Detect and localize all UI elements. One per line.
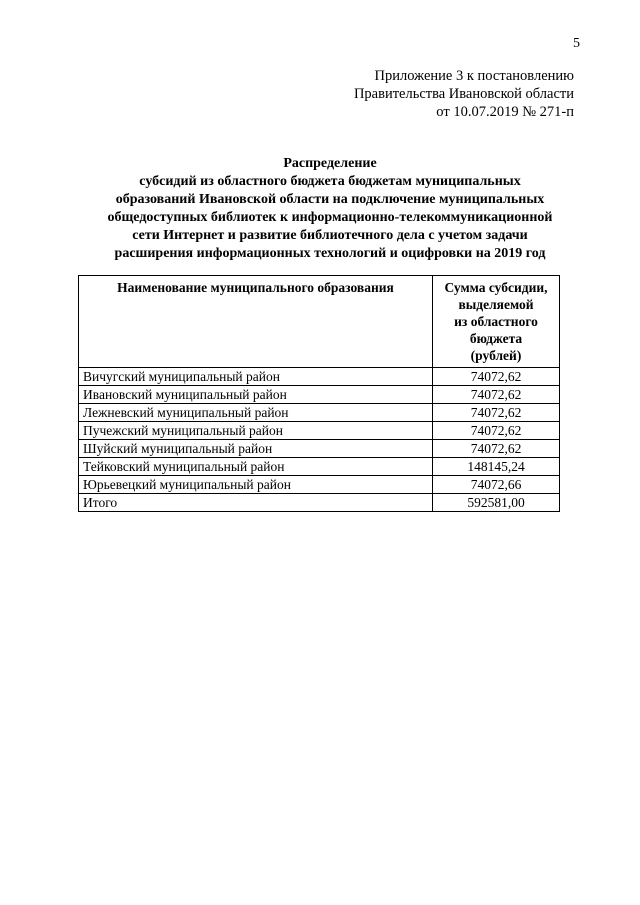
appendix-reference <box>354 67 574 121</box>
table-row <box>79 458 560 476</box>
row-municipality-name: Юрьевецкий муниципальный район <box>79 476 433 494</box>
row-subsidy-sum: 74072,62 <box>433 440 560 458</box>
table-row <box>79 476 560 494</box>
title-line: Распределение <box>283 156 377 171</box>
row-municipality-name: Пучежский муниципальный район <box>79 422 433 440</box>
row-subsidy-sum: 74072,62 <box>433 368 560 386</box>
table-row <box>79 422 560 440</box>
document-title <box>60 155 600 263</box>
total-sum: 592581,00 <box>433 494 560 512</box>
header-sum-line: Сумма субсидии, <box>444 280 548 295</box>
table-row <box>79 368 560 386</box>
table-total-row <box>79 494 560 512</box>
column-header-name: Наименование муниципального образования <box>79 276 433 368</box>
title-line: сети Интернет и развитие библиотечного дела с учетом задачи <box>132 228 528 243</box>
title-line: субсидий из областного бюджета бюджетам муниципальных <box>139 174 521 189</box>
row-municipality-name: Тейковский муниципальный район <box>79 458 433 476</box>
appendix-line: от 10.07.2019 № 271-п <box>436 104 574 120</box>
appendix-line: Приложение 3 к постановлению <box>374 68 574 84</box>
header-sum-line: (рублей) <box>470 348 522 363</box>
title-line: образований Ивановской области на подключение муниципальных <box>115 192 545 207</box>
row-municipality-name: Лежневский муниципальный район <box>79 404 433 422</box>
row-subsidy-sum: 148145,24 <box>433 458 560 476</box>
row-subsidy-sum: 74072,62 <box>433 404 560 422</box>
subsidy-table <box>78 275 560 512</box>
row-subsidy-sum: 74072,62 <box>433 422 560 440</box>
table-row <box>79 386 560 404</box>
title-line: расширения информационных технологий и оцифровки на 2019 год <box>114 246 546 261</box>
row-subsidy-sum: 74072,62 <box>433 386 560 404</box>
row-municipality-name: Ивановский муниципальный район <box>79 386 433 404</box>
appendix-line: Правительства Ивановской области <box>353 86 574 102</box>
row-municipality-name: Шуйский муниципальный район <box>79 440 433 458</box>
column-header-sum <box>433 276 560 368</box>
row-subsidy-sum: 74072,66 <box>433 476 560 494</box>
table-header-row <box>79 276 560 368</box>
table-row <box>79 440 560 458</box>
row-municipality-name: Вичугский муниципальный район <box>79 368 433 386</box>
page-number: 5 <box>573 36 580 51</box>
header-sum-line: выделяемой <box>458 297 534 312</box>
table-row <box>79 404 560 422</box>
header-sum-line: бюджета <box>469 331 523 346</box>
title-line: общедоступных библиотек к информационно-телекоммуникационной <box>107 210 553 225</box>
header-sum-line: из областного <box>454 314 538 329</box>
total-label: Итого <box>79 494 433 512</box>
